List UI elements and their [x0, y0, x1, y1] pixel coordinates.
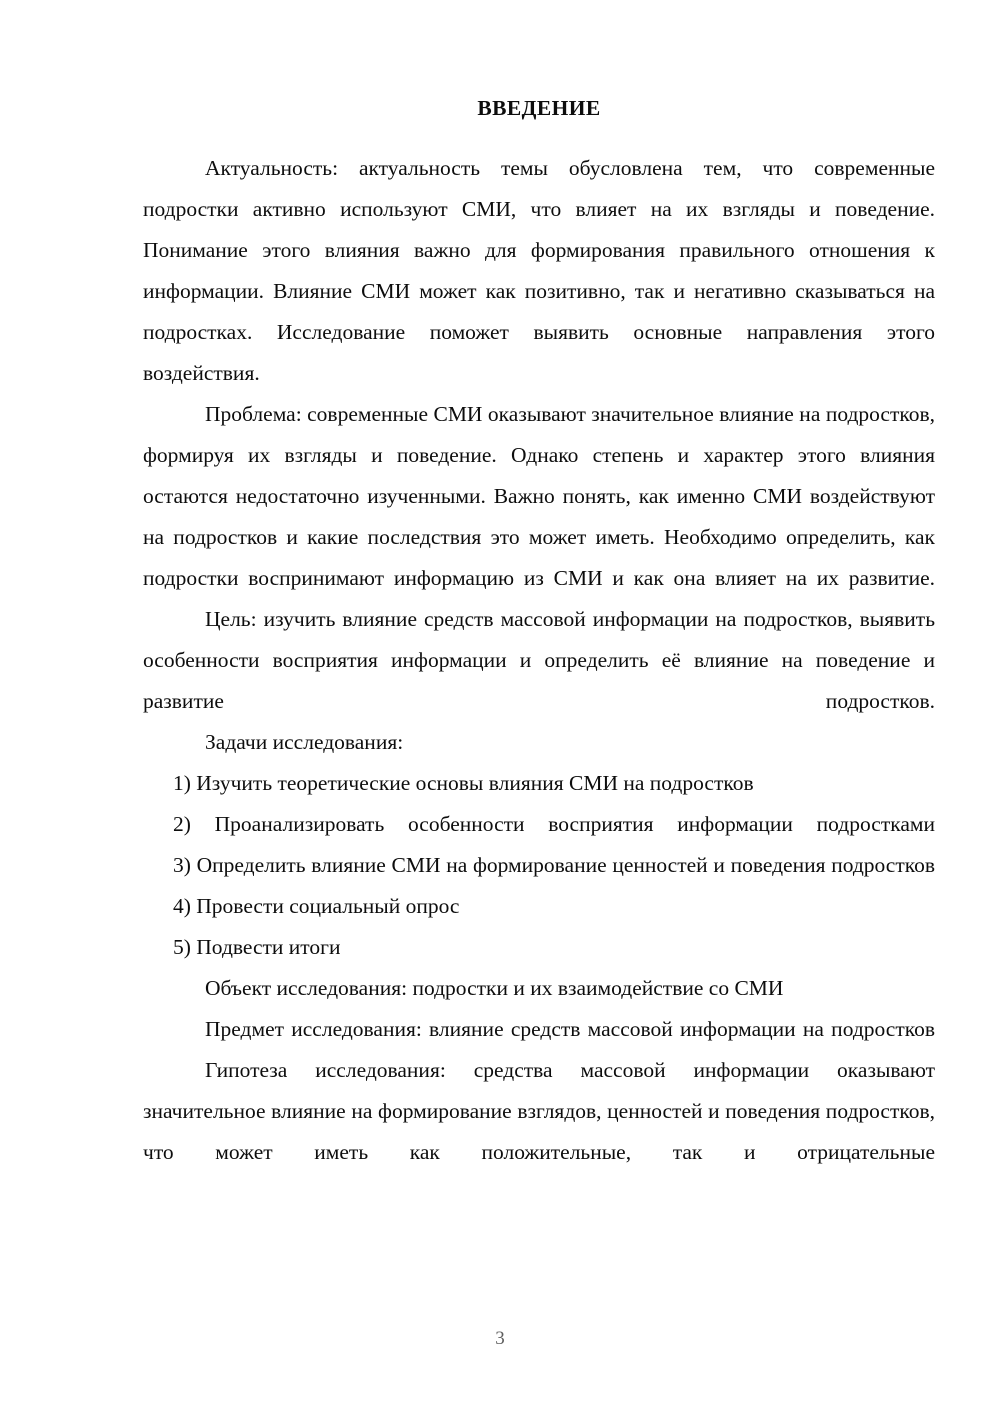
- task-item-2: 2) Проанализировать особенности восприятия информации подростками: [173, 812, 935, 836]
- paragraph-problem: Проблема: современные СМИ оказывают значительное влияние на подростков, формируя их взгляды и поведение. Однако степень и характер этого влияния остаются недостаточно изученными. Важно понять, как именно СМИ воздействуют на подростков и какие последствия это может иметь. Необходимо определить, как подростки воспринимают информацию из СМИ и как она влияет на их развитие.: [143, 402, 935, 590]
- paragraph-object: Объект исследования: подростки и их взаимодействие со СМИ: [205, 976, 784, 1000]
- tasks-heading: Задачи исследования:: [205, 730, 404, 754]
- task-item-4: 4) Провести социальный опрос: [173, 894, 460, 918]
- page-number: 3: [495, 1328, 505, 1349]
- paragraph-relevance: Актуальность: актуальность темы обусловлена тем, что современные подростки активно используют СМИ, что влияет на их взгляды и поведение. Понимание этого влияния важно для формирования правильного отношения к информации. Влияние СМИ может как позитивно, так и негативно сказываться на подростках. Исследование поможет выявить основные направления этого воздействия.: [143, 156, 935, 385]
- page-title: ВВЕДЕНИЕ: [477, 96, 601, 120]
- paragraph-goal: Цель: изучить влияние средств массовой информации на подростков, выявить особенности восприятия информации и определить её влияние на поведение и развитие подростков.: [143, 607, 935, 713]
- document-body: [143, 88, 935, 1173]
- paragraph-hypothesis: Гипотеза исследования: средства массовой информации оказывают значительное влияние на формирование взглядов, ценностей и поведения подростков, что может иметь как положительные, так и отрицательные: [143, 1058, 935, 1164]
- paragraph-subject: Предмет исследования: влияние средств массовой информации на подростков: [205, 1017, 935, 1041]
- task-item-3: 3) Определить влияние СМИ на формирование ценностей и поведения подростков: [173, 853, 935, 877]
- task-item-1: 1) Изучить теоретические основы влияния СМИ на подростков: [173, 771, 754, 795]
- task-item-5: 5) Подвести итоги: [173, 935, 341, 959]
